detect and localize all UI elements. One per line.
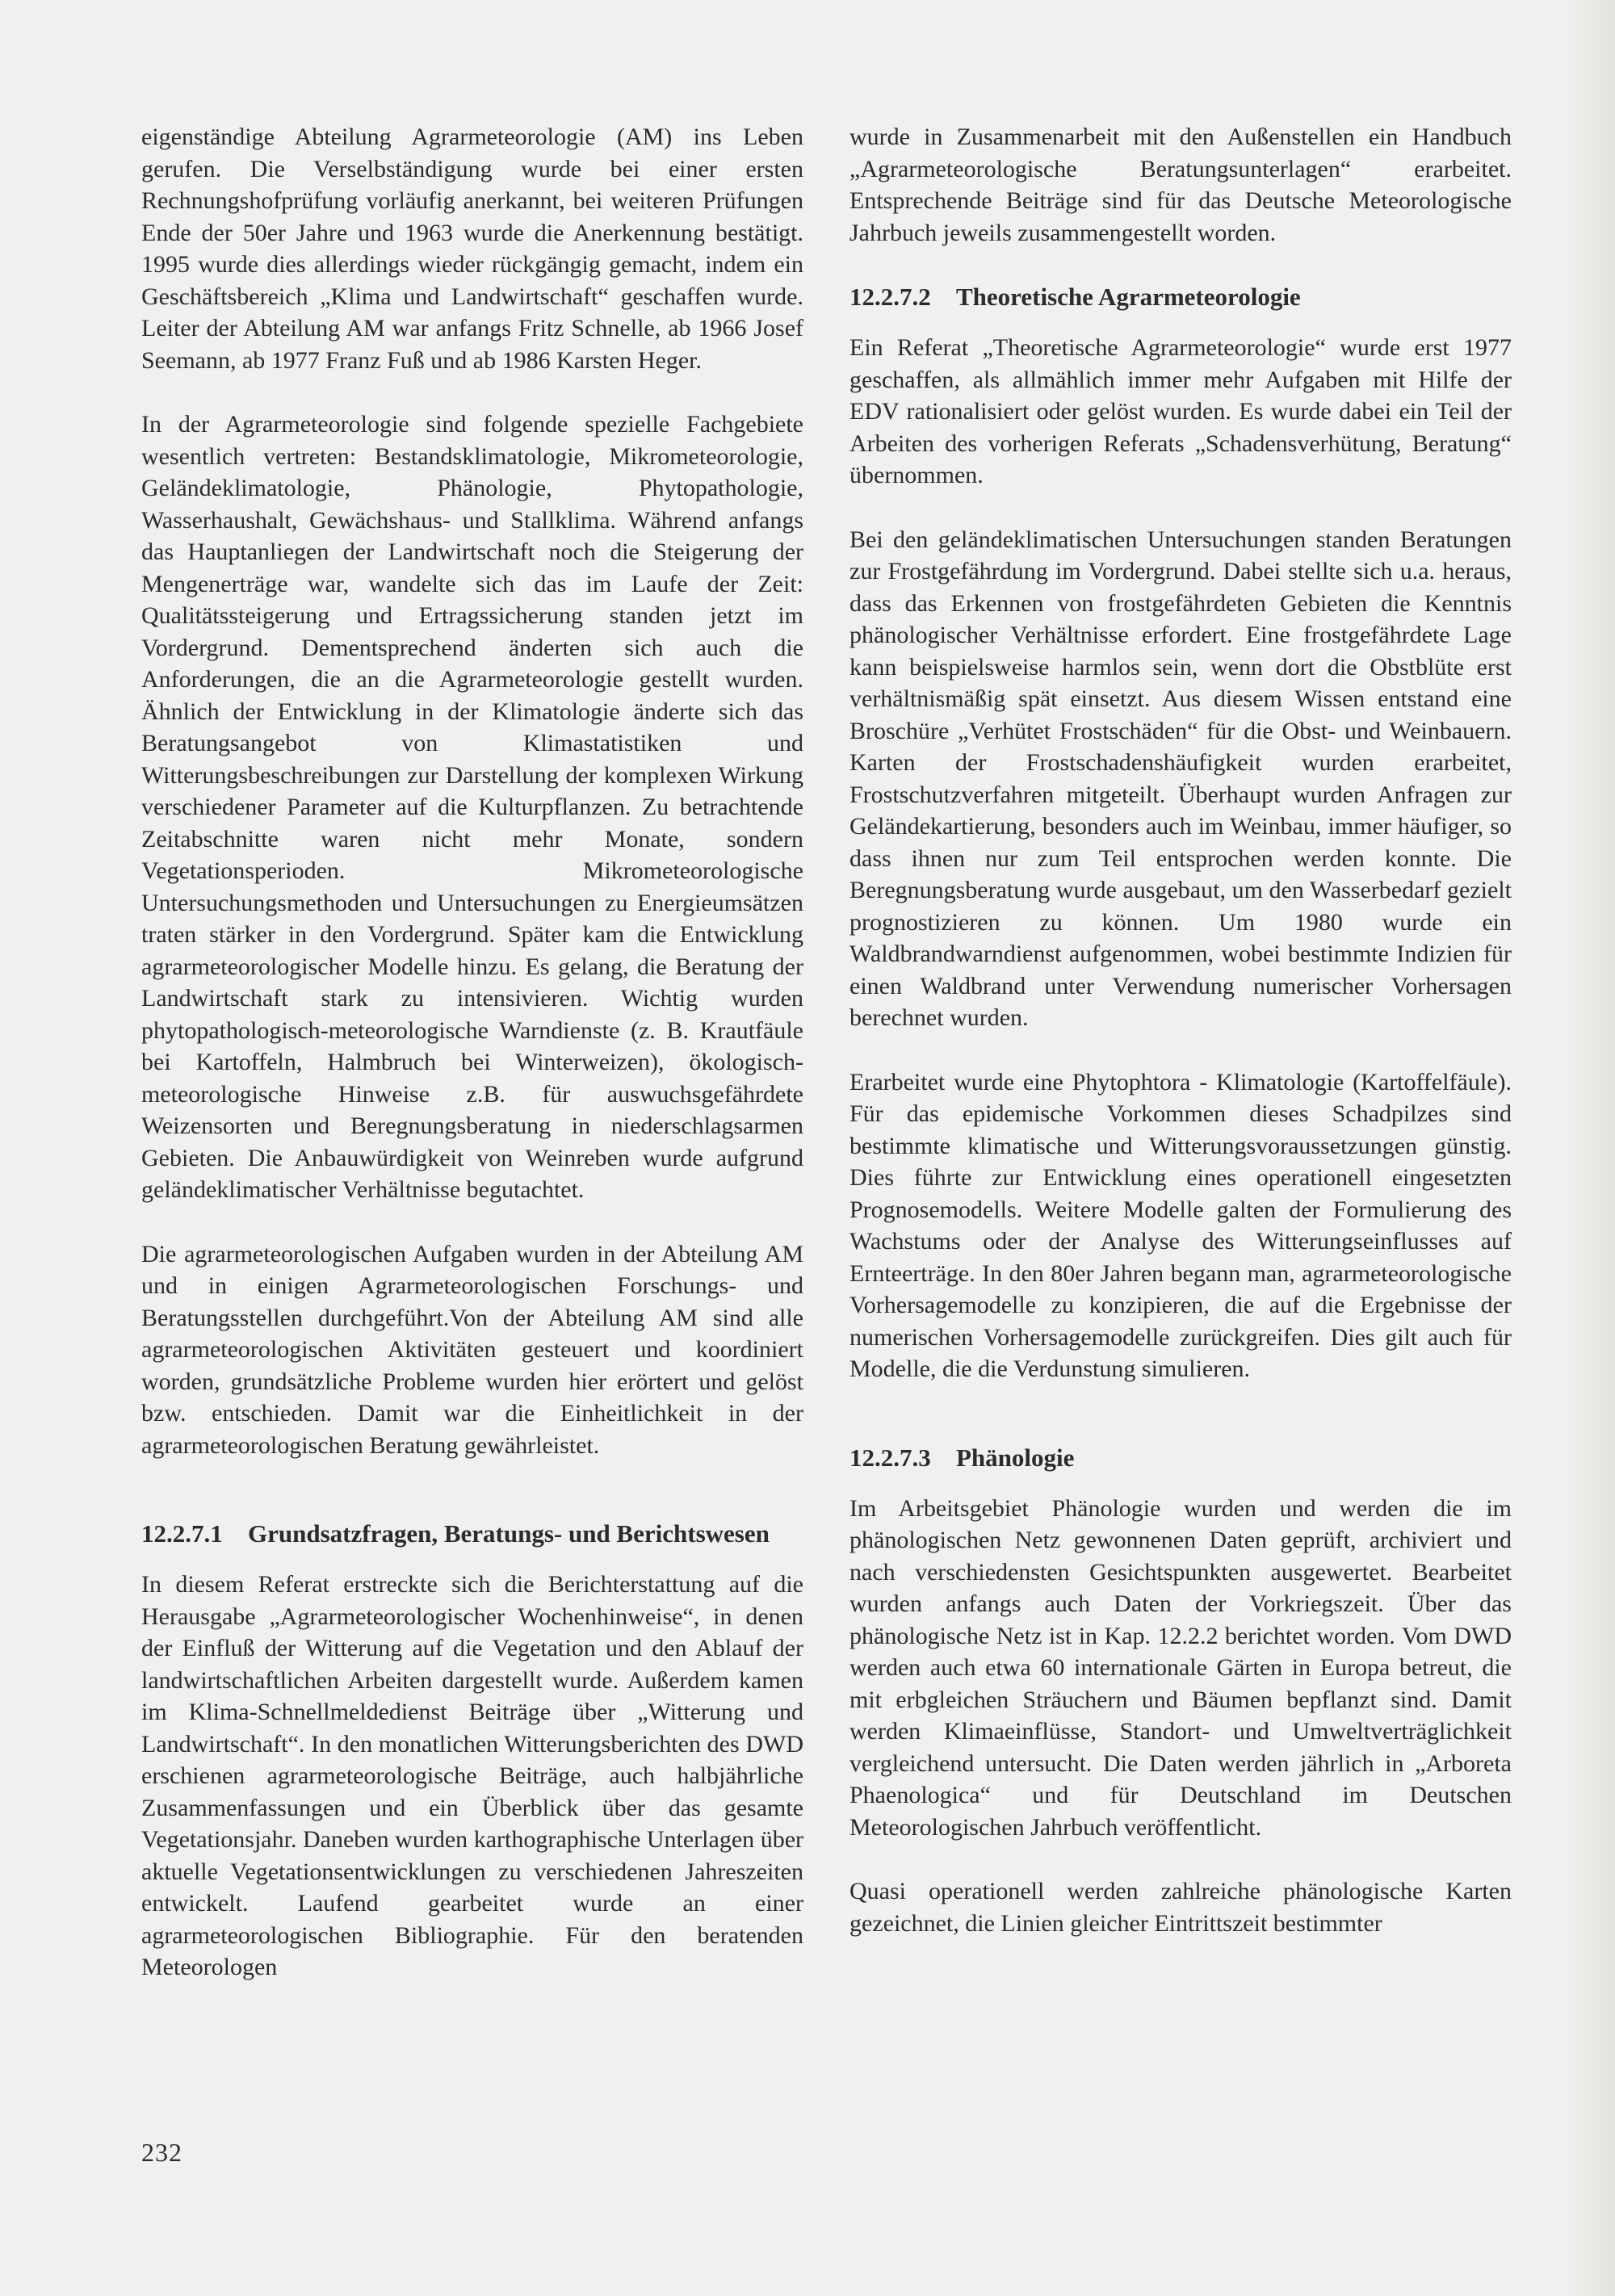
paragraph: eigenständige Abteilung Agrarmeteorologie (AM) ins Leben gerufen. Die Verselbständigung wurde bei einer ersten Rechnungshofprüfung vorläufig anerkannt, bei weiteren Prüfungen Ende der 50er Jahre und 1963 wurde die Anerkennung bestätigt. 1995 wurde dies allerdings wieder rückgängig gemacht, indem ein Geschäftsbereich „Klima und Landwirtschaft“ geschaffen wurde. Leiter der Abteilung AM war anfangs Fritz Schnelle, ab 1966 Josef Seemann, ab 1977 Franz Fuß und ab 1986 Karsten Heger.	[141, 124, 803, 374]
paragraph: Quasi operationell werden zahlreiche phänologische Karten gezeichnet, die Linien gleicher Eintrittszeit bestimmter	[849, 1878, 1512, 1937]
page-edge-shadow	[1567, 0, 1615, 2296]
paragraph: Im Arbeitsgebiet Phänologie wurden und werden die im phänologischen Netz gewonnenen Daten geprüft, archiviert und nach verschiedensten Gesichtspunkten ausgewertet. Bearbeitet wurden anfangs auch Daten der Vorkriegszeit. Über das phänologische Netz ist in Kap. 12.2.2 berichtet worden. Vom DWD werden auch etwa 60 internationale Gärten in Europa betreut, die mit erbgleichen Sträuchern und Bäumen bepflanzt sind. Damit werden Klimaeinflüsse, Standort- und Umweltverträglichkeit vergleichend untersucht. Die Daten werden jährlich in „Arboreta Phaenologica“ und für Deutschland im Deutschen Meteorologischen Jahrbuch veröffentlicht.	[849, 1494, 1512, 1841]
section-number: 12.2.7.2	[849, 283, 931, 311]
section-number: 12.2.7.1	[141, 1519, 223, 1548]
page-number: 232	[141, 2138, 182, 2167]
section-heading	[141, 1518, 803, 1549]
paragraph: Erarbeitet wurde eine Phytophtora - Klimatologie (Kartoffelfäule). Für das epidemische Vorkommen dieses Schadpilzes sind bestimmte klimatische und Witterungsvoraussetzungen günstig. Dies führte zur Entwicklung eines operationell eingesetzten Prognosemodells. Weitere Modelle galten der Formulierung des Wachstums oder der Analyse des Witterungseinflusses auf Ernteerträge. In den 80er Jahren begann man, agrarmeteorologische Vorhersagemodelle zu konzipieren, die auf die Ergebnisse der numerischen Vorhersagemodelle zurückgreifen. Dies gilt auch für Modelle, die die Verdunstung simulieren.	[849, 1068, 1512, 1382]
paragraph: wurde in Zusammenarbeit mit den Außenstellen ein Handbuch „Agrarmeteorologische Beratungsunterlagen“ erarbeitet. Entsprechende Beiträge sind für das Deutsche Meteorologische Jahrbuch jeweils zusammengestellt worden.	[849, 124, 1512, 246]
right-column	[849, 121, 1512, 1971]
left-column	[141, 121, 803, 2016]
section-title: Phänologie	[956, 1443, 1075, 1472]
section-heading	[849, 281, 1512, 312]
paragraph: In diesem Referat erstreckte sich die Berichterstattung auf die Herausgabe „Agrarmeteorologischer Wochenhinweise“, in denen der Einfluß der Witterung auf die Vegetation und den Ablauf der landwirtschaftlichen Arbeiten dargestellt wurde. Außerdem kamen im Klima-Schnellmeldedienst Beiträge über „Witterung und Landwirtschaft“. In den monatlichen Witterungsberichten des DWD erschienen agrarmeteorologische Beiträge, auch halbjährliche Zusammenfassungen und ein Überblick über das gesamte Vegetationsjahr. Daneben wurden karthographische Unterlagen über aktuelle Vegetationsentwicklungen zu verschiedenen Jahreszeiten entwickelt. Laufend gearbeitet wurde an einer agrarmeteorologischen Bibliographie. Für den beratenden Meteorologen	[141, 1571, 803, 1980]
paragraph: Ein Referat „Theoretische Agrarmeteorologie“ wurde erst 1977 geschaffen, als allmählich immer mehr Aufgaben mit Hilfe der EDV rationalisiert oder gelöst wurden. Es wurde dabei ein Teil der Arbeiten des vorherigen Referats „Schadensverhütung, Beratung“ übernommen.	[849, 334, 1512, 488]
section-title: Grundsatzfragen, Beratungs- und Berichtswesen	[248, 1519, 770, 1548]
section-heading	[849, 1442, 1512, 1473]
paragraph: Bei den geländeklimatischen Untersuchungen standen Beratungen zur Frostgefährdung im Vordergrund. Dabei stellte sich u.a. heraus, dass das Erkennen von frostgefährdeten Gebieten die Kenntnis phänologischer Verhältnisse erfordert. Eine frostgefährdete Lage kann beispielsweise harmlos sein, wenn dort die Obstblüte erst verhältnismäßig spät einsetzt. Aus diesem Wissen entstand eine Broschüre „Verhütet Frostschäden“ für die Obst- und Weinbauern. Karten der Frostschadenshäufigkeit wurden erarbeitet, Frostschutzverfahren mitgeteilt. Überhaupt wurden Anfragen zur Geländekartierung, besonders auch im Weinbau, immer häufiger, so dass ihnen nur zum Teil entsprochen werden konnte. Die Beregnungsberatung wurde ausgebaut, um den Wasserbedarf gezielt prognostizieren zu können. Um 1980 wurde ein Waldbrandwarndienst aufgenommen, wobei bestimmte Indizien für einen Waldbrand unter Verwendung numerischer Vorhersagen berechnet wurden.	[849, 526, 1512, 1031]
section-number: 12.2.7.3	[849, 1443, 931, 1472]
section-title: Theoretische Agrarmeteorologie	[956, 283, 1301, 311]
paragraph: Die agrarmeteorologischen Aufgaben wurden in der Abteilung AM und in einigen Agrarmeteorologischen Forschungs- und Beratungsstellen durchgeführt.Von der Abteilung AM sind alle agrarmeteorologischen Aktivitäten gesteuert und koordiniert worden, grundsätzliche Probleme wurden hier erörtert und gelöst bzw. entschieden. Damit war die Einheitlichkeit in der agrarmeteorologischen Beratung gewährleistet.	[141, 1240, 803, 1459]
paragraph: In der Agrarmeteorologie sind folgende spezielle Fachgebiete wesentlich vertreten: Bestandsklimatologie, Mikrometeorologie, Geländeklimatologie, Phänologie, Phytopathologie, Wasserhaushalt, Gewächshaus- und Stallklima. Während anfangs das Hauptanliegen der Landwirtschaft noch die Steigerung der Mengenerträge war, wandelte sich das im Laufe der Zeit: Qualitätssteigerung und Ertragssicherung standen jetzt im Vordergrund. Dementsprechend änderten sich auch die Anforderungen, die an die Agrarmeteorologie gestellt wurden. Ähnlich der Entwicklung in der Klimatologie änderte sich das Beratungsangebot von Klimastatistiken und Witterungsbeschreibungen zur Darstellung der komplexen Wirkung verschiedener Parameter auf die Kulturpflanzen. Zu betrachtende Zeitabschnitte waren nicht mehr Monate, sondern Vegetationsperioden. Mikrometeorologische Untersuchungsmethoden und Untersuchungen zu Energieumsätzen traten stärker in den Vordergrund. Später kam die Entwicklung agrarmeteorologischer Modelle hinzu. Es gelang, die Beratung der Landwirtschaft stark zu intensivieren. Wichtig wurden phytopathologisch-meteorologische Warndienste (z. B. Krautfäule bei Kartoffeln, Halmbruch bei Winterweizen), ökologisch-meteorologische Hinweise z.B. für auswuchsgefährdete Weizensorten und Beregnungsberatung in niederschlagsarmen Gebieten. Die Anbauwürdigkeit von Weinreben wurde aufgrund geländeklimatischer Verhältnisse begutachtet.	[141, 411, 803, 1203]
